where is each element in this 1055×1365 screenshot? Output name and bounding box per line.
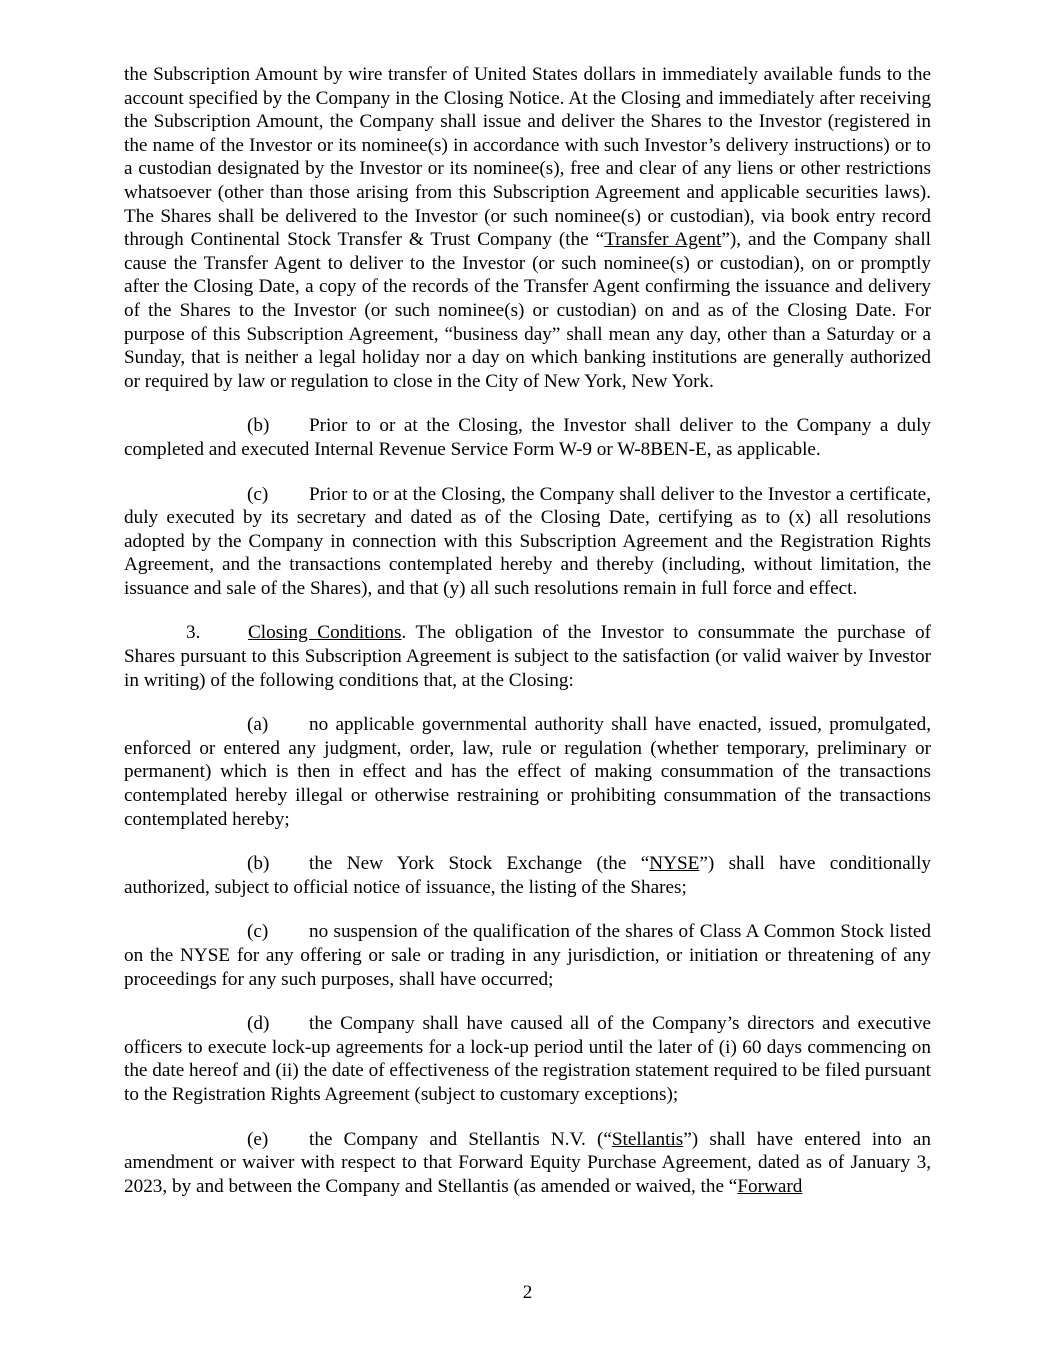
section-3-closing-conditions [124, 621, 931, 692]
paragraph-text: no applicable governmental authority shall have enacted, issued, promulgated, enforced or entered any judgment, order, law, rule or regulation (whether temporary, preliminary or permanent) which is then in effect and has the effect of making consummation of the transactions contemplated hereby illegal or otherwise restraining or prohibiting consummation of the transactions contemplated hereby; [124, 714, 931, 830]
defined-term-transfer-agent: Transfer Agent [604, 229, 722, 251]
paragraph-text: Prior to or at the Closing, the Company shall deliver to the Investor a certificate, duly executed by its secretary and dated as of the Closing Date, certifying as to (x) all resolutions adopted by the Company in connection with this Subscription Agreement and the Registration Rights Agreement, and the transactions contemplated hereby and thereby (including, without limitation, the issuance and sale of the Shares), and that (y) all such resolutions remain in full force and effect. [124, 483, 931, 599]
clause-label: (a) [247, 714, 269, 736]
paragraph-2b [124, 414, 931, 461]
paragraph-3d [124, 1012, 931, 1106]
paragraph-text: the Company and Stellantis N.V. (“ [309, 1128, 612, 1150]
paragraph-3b [124, 852, 931, 899]
defined-term-stellantis: Stellantis [611, 1128, 684, 1150]
paragraph-3a [124, 713, 931, 831]
paragraph-2c [124, 483, 931, 601]
paragraph-text: ”) shall have entered into an amendment or waiver with respect to that Forward Equity Purchase Agreement, dated as of January 3, 2023, by and between the Company and Stellantis (as amended or waived, the “ [124, 1128, 931, 1197]
section-number: 3. [186, 622, 201, 644]
clause-label: (b) [247, 853, 270, 875]
paragraph-text: the Subscription Amount by wire transfer of United States dollars in immediately available funds to the account specified by the Company in the Closing Notice. At the Closing and immediately after receiving the Subscription Amount, the Company shall issue and deliver the Shares to the Investor (registered in the name of the Investor or its nominee(s) in accordance with such Investor’s delivery instructions) or to a custodian designated by the Investor or its nominee(s), free and clear of any liens or other restrictions whatsoever (other than those arising from this Subscription Agreement and applicable securities laws). The Shares shall be delivered to the Investor (or such nominee(s) or custodian), via book entry record through Continental Stock Transfer & Trust Company (the “ [124, 64, 931, 251]
paragraph-3e [124, 1128, 931, 1199]
paragraph-text: the New York Stock Exchange (the “ [309, 853, 650, 875]
paragraph-text: the Company shall have caused all of the Company’s directors and executive officers to execute lock-up agreements for a lock-up period until the later of (i) 60 days commencing on the date hereof and (ii) the date of effectiveness of the registration statement required to be filed pursuant to the Registration Rights Agreement (subject to customary exceptions); [124, 1013, 931, 1105]
defined-term-forward: Forward [737, 1175, 803, 1197]
document-body [124, 63, 931, 1198]
paragraph-text: Prior to or at the Closing, the Investor shall deliver to the Company a duly completed and executed Internal Revenue Service Form W-9 or W-8BEN-E, as applicable. [124, 415, 931, 460]
clause-label: (c) [247, 921, 269, 943]
paragraph-3c [124, 920, 931, 991]
paragraph-text: . The obligation of the Investor to consummate the purchase of Shares pursuant to this Subscription Agreement is subject to the satisfaction (or valid waiver by Investor in writing) of the following conditions that, at the Closing: [124, 622, 931, 691]
clause-label: (c) [247, 483, 269, 505]
clause-label: (e) [247, 1128, 269, 1150]
paragraph-text: no suspension of the qualification of the shares of Class A Common Stock listed on the NYSE for any offering or sale or trading in any jurisdiction, or initiation or threatening of any proceedings for any such purposes, shall have occurred; [124, 921, 931, 990]
paragraph-delivery-of-shares [124, 63, 931, 393]
page-number: 2 [522, 1282, 533, 1303]
section-heading: Closing Conditions [248, 622, 402, 644]
paragraph-text: ”) shall have conditionally authorized, subject to official notice of issuance, the listing of the Shares; [124, 853, 931, 898]
clause-label: (d) [247, 1013, 270, 1035]
paragraph-text: ”), and the Company shall cause the Transfer Agent to deliver to the Investor (or such nominee(s) or custodian), on or promptly after the Closing Date, a copy of the records of the Transfer Agent confirming the issuance and delivery of the Shares to the Investor (or such nominee(s) or custodian) on and as of the Closing Date. For purpose of this Subscription Agreement, “business day” shall mean any day, other than a Saturday or a Sunday, that is neither a legal holiday nor a day on which banking institutions are generally authorized or required by law or regulation to close in the City of New York, New York. [124, 229, 931, 392]
clause-label: (b) [247, 415, 270, 437]
defined-term-nyse: NYSE [649, 853, 700, 875]
